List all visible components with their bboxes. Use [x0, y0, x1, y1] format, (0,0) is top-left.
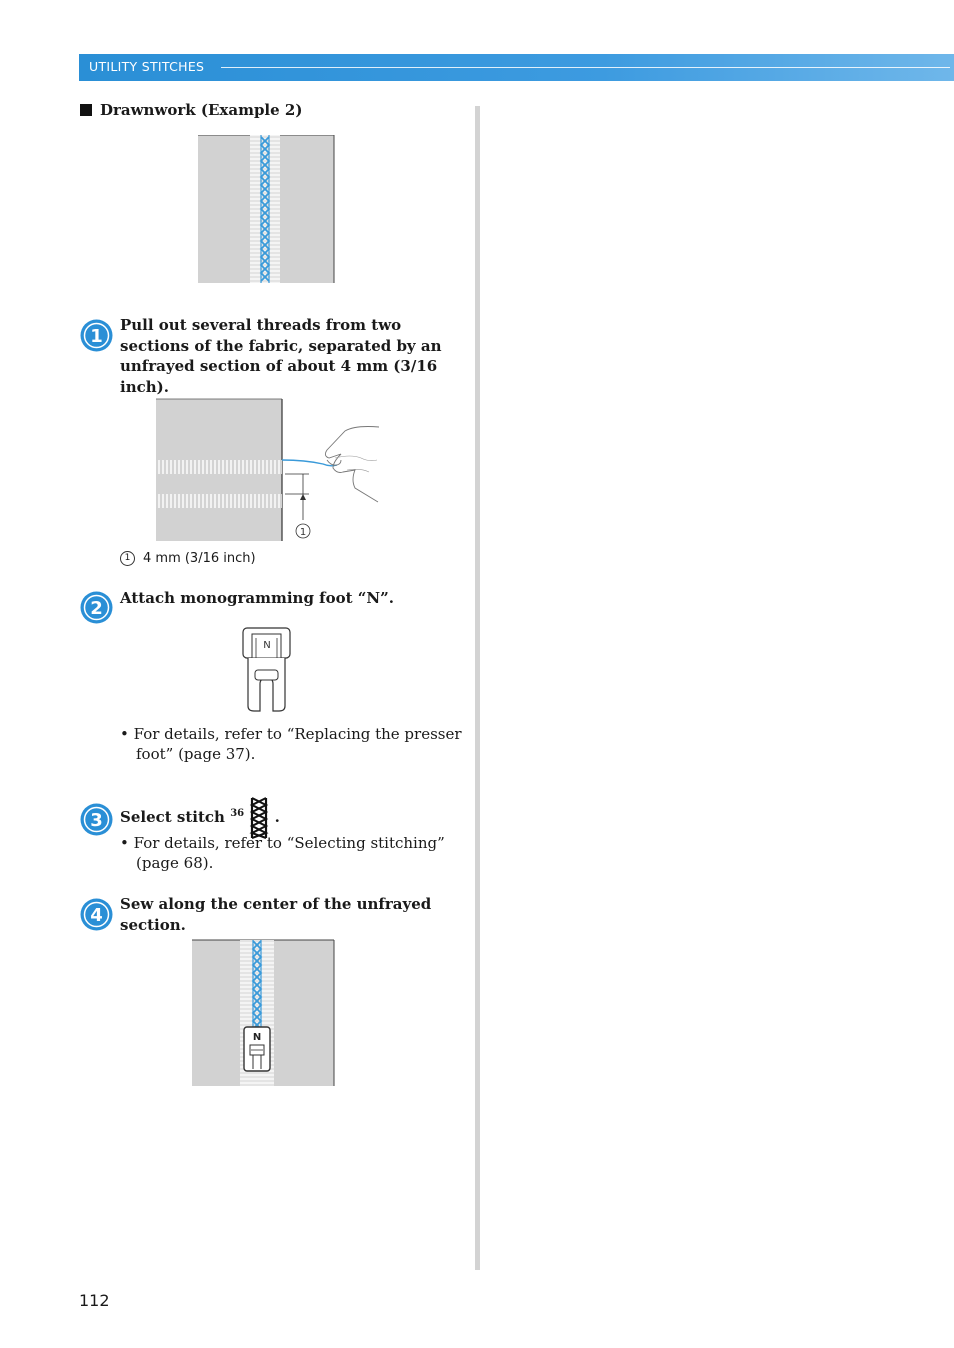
presser-foot-n-figure — [240, 626, 294, 714]
step-2-number: 2 — [90, 598, 103, 619]
foot-letter: N — [263, 640, 271, 651]
column-divider — [475, 106, 480, 1270]
figure-callout-number: 1 — [299, 527, 307, 538]
header-rule — [221, 67, 950, 69]
step-2-number-icon — [79, 590, 114, 625]
step-3-prefix: Select stitch — [120, 808, 225, 826]
step-1-number: 1 — [90, 326, 103, 347]
caption-text: 4 mm (3/16 inch) — [143, 551, 256, 566]
step-1-number-icon — [79, 318, 114, 353]
header-label: UTILITY STITCHES — [89, 59, 205, 74]
step-4-text: Sew along the center of the unfrayed section. — [120, 895, 432, 934]
step-2-bullet: • For details, refer to “Replacing the presser foot” (page 37). — [120, 725, 462, 763]
step-2-text: Attach monogramming foot “N”. — [120, 589, 394, 607]
step-3-bullet: • For details, refer to “Selecting stitching” (page 68). — [120, 834, 445, 872]
drawnwork-result-figure — [198, 135, 336, 285]
pull-threads-figure — [155, 398, 380, 546]
sewing-foot-letter: N — [252, 1032, 262, 1043]
sewing-figure — [191, 939, 337, 1089]
step-4-number-icon — [79, 897, 114, 932]
figure-caption — [120, 551, 256, 566]
square-bullet-icon — [80, 104, 92, 116]
header-bar — [79, 54, 954, 81]
step-3-suffix: . — [274, 808, 280, 826]
step-1-text: Pull out several threads from two sections of the fabric, separated by an unfrayed section of about 4 mm (3/16 inch). — [120, 316, 442, 396]
caption-marker: 1 — [120, 551, 135, 566]
section-title-text: Drawnwork (Example 2) — [100, 101, 303, 119]
step-3-number: 3 — [90, 810, 103, 831]
page-number: 112 — [79, 1291, 110, 1310]
step-3-number-icon — [79, 802, 114, 837]
stitch-number: 36 — [230, 808, 245, 819]
step-4-number: 4 — [90, 905, 103, 926]
section-title — [80, 101, 302, 119]
